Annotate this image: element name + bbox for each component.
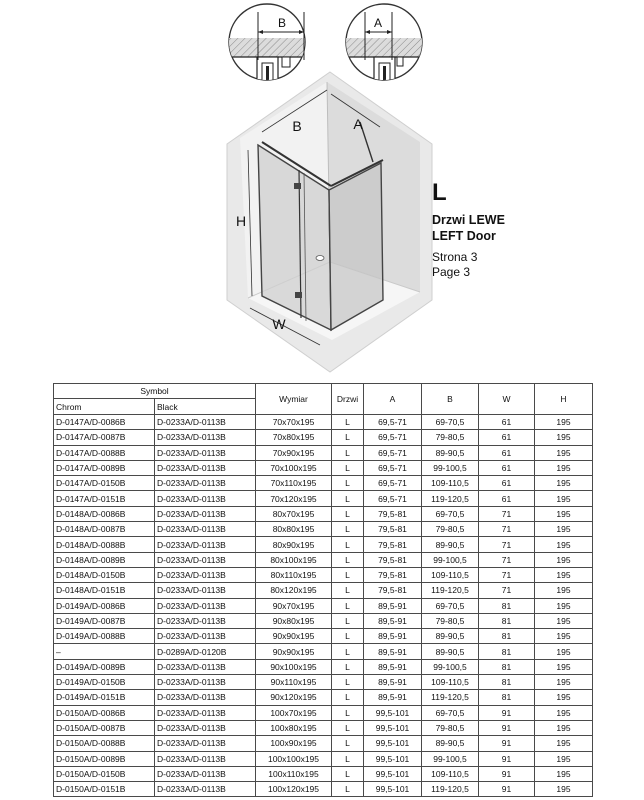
cell-wymiar: 70x110x195 [256,476,332,491]
cell-a: 89,5-91 [364,613,422,628]
cell-wymiar: 70x100x195 [256,460,332,475]
cell-h: 195 [535,476,593,491]
cell-w: 61 [479,476,535,491]
cell-a: 69,5-71 [364,415,422,430]
cell-black: D-0233A/D-0113B [155,460,256,475]
cell-wymiar: 100x80x195 [256,720,332,735]
cell-chrom: D-0149A/D-0151B [54,690,155,705]
cell-w: 81 [479,690,535,705]
header-drzwi: Drzwi [332,384,364,415]
cell-drzwi: L [332,705,364,720]
table-row [54,782,593,797]
cell-chrom: D-0149A/D-0150B [54,675,155,690]
cell-w: 91 [479,751,535,766]
cell-drzwi: L [332,583,364,598]
cabin-drawing [227,72,432,372]
cell-drzwi: L [332,644,364,659]
door-label-en: LEFT Door [432,229,496,243]
cell-b: 79-80,5 [422,613,479,628]
cell-a: 99,5-101 [364,705,422,720]
cell-black: D-0233A/D-0113B [155,537,256,552]
cell-chrom: D-0148A/D-0087B [54,522,155,537]
cell-w: 81 [479,675,535,690]
cell-w: 91 [479,705,535,720]
cell-wymiar: 100x120x195 [256,782,332,797]
cell-b: 99-100,5 [422,751,479,766]
cell-black: D-0233A/D-0113B [155,430,256,445]
table-row [54,705,593,720]
cell-wymiar: 80x70x195 [256,506,332,521]
cell-wymiar: 80x120x195 [256,583,332,598]
cell-wymiar: 80x90x195 [256,537,332,552]
cell-drzwi: L [332,460,364,475]
cell-chrom: D-0148A/D-0150B [54,567,155,582]
cell-black: D-0233A/D-0113B [155,720,256,735]
cabin-label-b: B [292,118,302,134]
table-row [54,751,593,766]
cell-a: 99,5-101 [364,782,422,797]
door-letter: L [432,179,447,206]
cell-w: 71 [479,537,535,552]
cell-wymiar: 90x120x195 [256,690,332,705]
cell-h: 195 [535,782,593,797]
table-row [54,690,593,705]
cell-chrom: D-0149A/D-0088B [54,629,155,644]
cell-chrom: D-0150A/D-0086B [54,705,155,720]
cell-wymiar: 80x100x195 [256,552,332,567]
cell-w: 91 [479,736,535,751]
cell-chrom: D-0147A/D-0150B [54,476,155,491]
profile-detail-right [340,4,430,82]
cell-a: 89,5-91 [364,598,422,613]
cell-a: 69,5-71 [364,476,422,491]
cell-chrom: D-0148A/D-0086B [54,506,155,521]
cell-wymiar: 100x90x195 [256,736,332,751]
cell-wymiar: 90x70x195 [256,598,332,613]
cell-black: D-0233A/D-0113B [155,598,256,613]
table-row [54,675,593,690]
cell-w: 61 [479,460,535,475]
cell-wymiar: 70x90x195 [256,445,332,460]
cell-h: 195 [535,567,593,582]
cell-a: 69,5-71 [364,445,422,460]
cell-a: 69,5-71 [364,430,422,445]
cell-black: D-0233A/D-0113B [155,445,256,460]
cell-wymiar: 90x80x195 [256,613,332,628]
cell-drzwi: L [332,629,364,644]
cell-drzwi: L [332,567,364,582]
cell-wymiar: 70x80x195 [256,430,332,445]
cell-h: 195 [535,415,593,430]
cell-w: 91 [479,720,535,735]
table-row [54,552,593,567]
cell-h: 195 [535,552,593,567]
cell-b: 109-110,5 [422,567,479,582]
table-row [54,491,593,506]
cell-b: 89-90,5 [422,736,479,751]
cell-drzwi: L [332,598,364,613]
cell-h: 195 [535,445,593,460]
cell-chrom: D-0149A/D-0086B [54,598,155,613]
cell-black: D-0289A/D-0120B [155,644,256,659]
cell-h: 195 [535,613,593,628]
cell-chrom: D-0148A/D-0151B [54,583,155,598]
cell-h: 195 [535,675,593,690]
cell-a: 99,5-101 [364,751,422,766]
cell-a: 69,5-71 [364,491,422,506]
cell-w: 71 [479,552,535,567]
cell-b: 99-100,5 [422,460,479,475]
cell-chrom: D-0150A/D-0088B [54,736,155,751]
cell-chrom: D-0149A/D-0089B [54,659,155,674]
cell-a: 99,5-101 [364,766,422,781]
cell-black: D-0233A/D-0113B [155,415,256,430]
cell-h: 195 [535,766,593,781]
cell-chrom: D-0150A/D-0150B [54,766,155,781]
cell-drzwi: L [332,445,364,460]
cell-h: 195 [535,659,593,674]
cell-b: 79-80,5 [422,720,479,735]
cell-a: 89,5-91 [364,629,422,644]
cell-b: 109-110,5 [422,476,479,491]
cell-wymiar: 80x110x195 [256,567,332,582]
cell-chrom: D-0148A/D-0089B [54,552,155,567]
cell-b: 119-120,5 [422,491,479,506]
cell-black: D-0233A/D-0113B [155,552,256,567]
cell-drzwi: L [332,782,364,797]
cell-w: 91 [479,782,535,797]
cell-drzwi: L [332,491,364,506]
table-row [54,613,593,628]
cell-black: D-0233A/D-0113B [155,736,256,751]
cell-h: 195 [535,720,593,735]
cell-a: 79,5-81 [364,537,422,552]
cell-black: D-0233A/D-0113B [155,491,256,506]
cell-wymiar: 80x80x195 [256,522,332,537]
header-black: Black [155,399,256,415]
cell-w: 71 [479,583,535,598]
cell-b: 119-120,5 [422,690,479,705]
cell-b: 69-70,5 [422,705,479,720]
cell-a: 69,5-71 [364,460,422,475]
table-row [54,445,593,460]
cell-black: D-0233A/D-0113B [155,506,256,521]
cell-wymiar: 90x90x195 [256,629,332,644]
cell-a: 79,5-81 [364,506,422,521]
cell-h: 195 [535,751,593,766]
cell-b: 89-90,5 [422,537,479,552]
header-b: B [422,384,479,415]
cell-wymiar: 90x100x195 [256,659,332,674]
cabin-label-h: H [235,213,247,229]
cell-w: 61 [479,445,535,460]
cell-chrom: D-0149A/D-0087B [54,613,155,628]
cell-h: 195 [535,522,593,537]
cell-wymiar: 90x90x195 [256,644,332,659]
cell-a: 79,5-81 [364,567,422,582]
cell-h: 195 [535,430,593,445]
cell-w: 71 [479,567,535,582]
cell-a: 79,5-81 [364,522,422,537]
cell-chrom: D-0148A/D-0088B [54,537,155,552]
cell-w: 81 [479,613,535,628]
cell-b: 89-90,5 [422,644,479,659]
cell-drzwi: L [332,720,364,735]
table-row [54,567,593,582]
cell-drzwi: L [332,659,364,674]
cell-drzwi: L [332,751,364,766]
cell-black: D-0233A/D-0113B [155,690,256,705]
cell-b: 89-90,5 [422,629,479,644]
cell-a: 89,5-91 [364,675,422,690]
cell-drzwi: L [332,506,364,521]
table-row [54,766,593,781]
cell-w: 81 [479,659,535,674]
table-row [54,644,593,659]
cell-black: D-0233A/D-0113B [155,782,256,797]
cell-wymiar: 100x110x195 [256,766,332,781]
cell-w: 81 [479,644,535,659]
cell-drzwi: L [332,736,364,751]
header-h: H [535,384,593,415]
cell-b: 69-70,5 [422,415,479,430]
table-row [54,522,593,537]
cell-wymiar: 70x70x195 [256,415,332,430]
cell-chrom: D-0147A/D-0087B [54,430,155,445]
cell-wymiar: 70x120x195 [256,491,332,506]
cell-b: 119-120,5 [422,782,479,797]
cell-h: 195 [535,537,593,552]
cell-a: 89,5-91 [364,659,422,674]
cell-b: 79-80,5 [422,522,479,537]
table-row [54,537,593,552]
cell-w: 81 [479,598,535,613]
cell-black: D-0233A/D-0113B [155,751,256,766]
table-row [54,430,593,445]
cell-chrom: D-0147A/D-0151B [54,491,155,506]
header-chrom: Chrom [54,399,155,415]
cell-chrom: D-0150A/D-0087B [54,720,155,735]
cell-b: 99-100,5 [422,552,479,567]
cell-drzwi: L [332,766,364,781]
table-row [54,476,593,491]
cell-a: 79,5-81 [364,583,422,598]
cell-wymiar: 100x100x195 [256,751,332,766]
cell-b: 109-110,5 [422,675,479,690]
cell-w: 61 [479,491,535,506]
cell-w: 71 [479,522,535,537]
door-label-pl: Drzwi LEWE [432,213,505,227]
header-symbol: Symbol [54,384,256,399]
cell-black: D-0233A/D-0113B [155,766,256,781]
cell-chrom: D-0147A/D-0089B [54,460,155,475]
cell-b: 109-110,5 [422,766,479,781]
cell-drzwi: L [332,552,364,567]
cell-a: 99,5-101 [364,736,422,751]
table-row [54,506,593,521]
detail-label-a: A [373,16,383,30]
cell-black: D-0233A/D-0113B [155,583,256,598]
cell-b: 69-70,5 [422,598,479,613]
cell-drzwi: L [332,537,364,552]
table-row [54,460,593,475]
table-row [54,720,593,735]
profile-detail-left [225,4,315,82]
header-wymiar: Wymiar [256,384,332,415]
cell-a: 99,5-101 [364,720,422,735]
cell-black: D-0233A/D-0113B [155,567,256,582]
cell-h: 195 [535,644,593,659]
cell-h: 195 [535,598,593,613]
page-label-pl: Strona 3 [432,250,478,264]
cell-b: 119-120,5 [422,583,479,598]
specification-table [53,383,593,797]
header-a: A [364,384,422,415]
cabin-label-w: W [272,316,286,332]
cell-h: 195 [535,506,593,521]
cell-a: 89,5-91 [364,644,422,659]
cell-wymiar: 90x110x195 [256,675,332,690]
cell-b: 99-100,5 [422,659,479,674]
table-body [54,415,593,797]
cell-chrom: D-0150A/D-0151B [54,782,155,797]
table-row [54,659,593,674]
cell-w: 61 [479,415,535,430]
cell-h: 195 [535,736,593,751]
shower-cabin-diagram [0,0,644,380]
cell-drzwi: L [332,690,364,705]
table-row [54,736,593,751]
cell-w: 71 [479,506,535,521]
cell-chrom: D-0150A/D-0089B [54,751,155,766]
cell-drzwi: L [332,675,364,690]
cell-drzwi: L [332,415,364,430]
cell-w: 81 [479,629,535,644]
cell-b: 89-90,5 [422,445,479,460]
cell-chrom: D-0147A/D-0086B [54,415,155,430]
door-info [432,180,505,279]
cell-black: D-0233A/D-0113B [155,476,256,491]
cell-h: 195 [535,705,593,720]
cell-black: D-0233A/D-0113B [155,629,256,644]
cell-black: D-0233A/D-0113B [155,613,256,628]
cell-a: 79,5-81 [364,552,422,567]
cell-black: D-0233A/D-0113B [155,705,256,720]
cell-black: D-0233A/D-0113B [155,659,256,674]
header-w: W [479,384,535,415]
table-row [54,415,593,430]
cell-chrom: – [54,644,155,659]
cell-h: 195 [535,583,593,598]
cell-chrom: D-0147A/D-0088B [54,445,155,460]
cell-h: 195 [535,491,593,506]
cell-h: 195 [535,629,593,644]
cell-black: D-0233A/D-0113B [155,522,256,537]
cabin-label-a: A [353,116,363,132]
cell-b: 79-80,5 [422,430,479,445]
table-row [54,598,593,613]
cell-b: 69-70,5 [422,506,479,521]
table-row [54,629,593,644]
cell-h: 195 [535,460,593,475]
cell-black: D-0233A/D-0113B [155,675,256,690]
page-label-en: Page 3 [432,264,471,279]
cell-drzwi: L [332,476,364,491]
cell-w: 61 [479,430,535,445]
cell-drzwi: L [332,613,364,628]
cell-drzwi: L [332,522,364,537]
cell-h: 195 [535,690,593,705]
table-row [54,583,593,598]
cell-a: 89,5-91 [364,690,422,705]
cell-w: 91 [479,766,535,781]
detail-label-b: B [277,16,287,30]
cell-drzwi: L [332,430,364,445]
cell-wymiar: 100x70x195 [256,705,332,720]
